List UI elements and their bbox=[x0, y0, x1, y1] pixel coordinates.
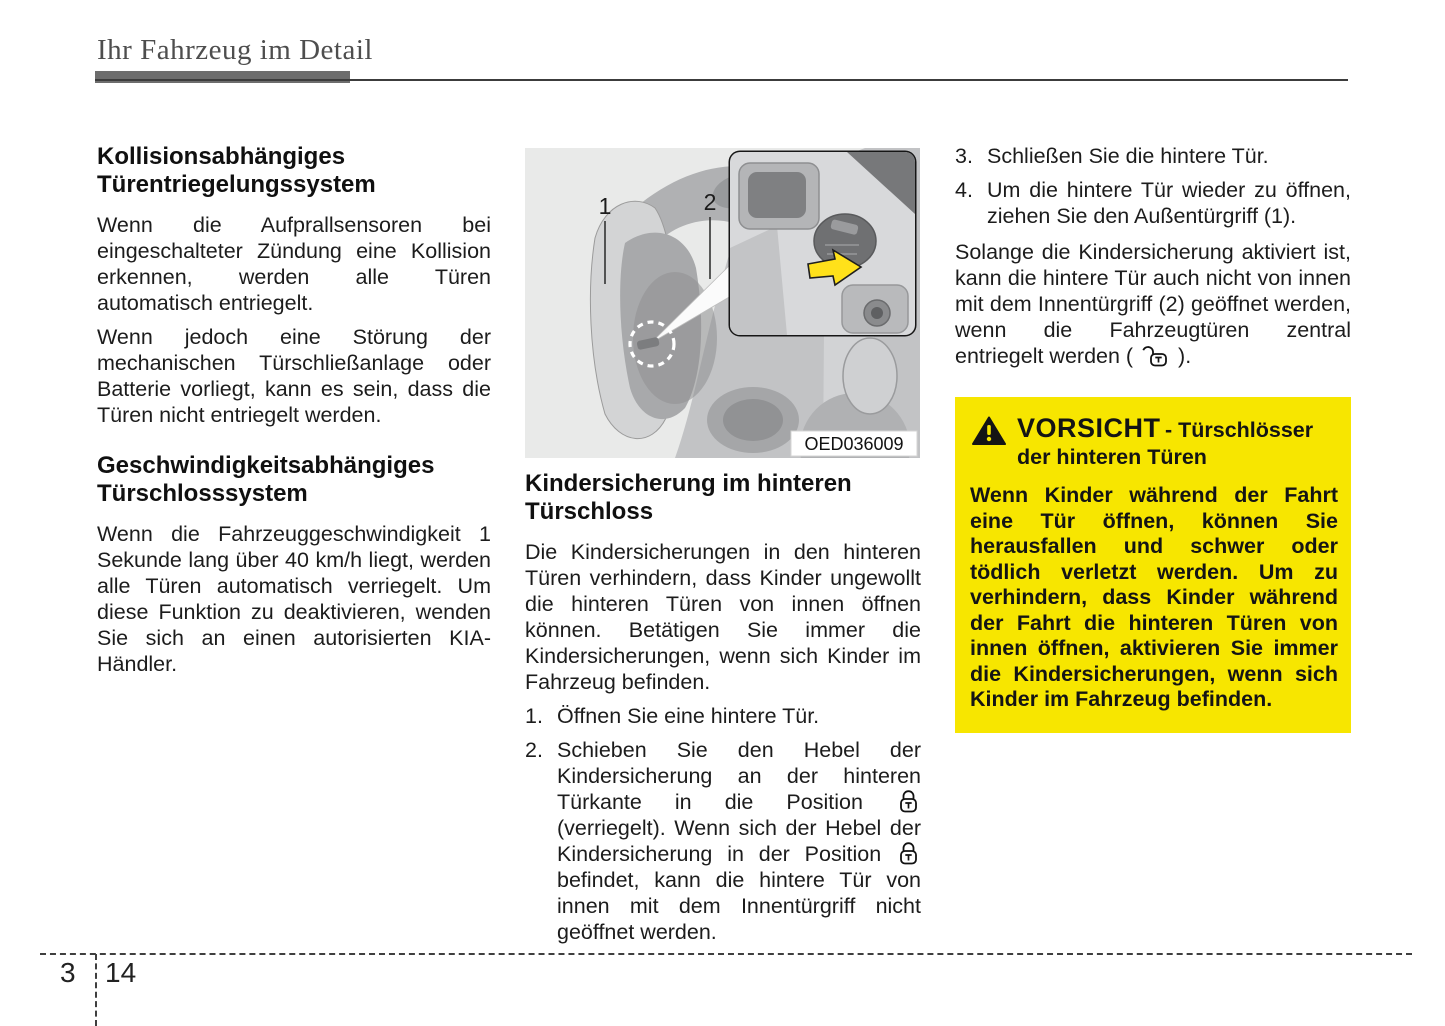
list-text: Um die hintere Tür wieder zu öffnen, ziehen Sie den Außentürgriff (1). bbox=[987, 178, 1351, 228]
warning-subtitle: - Türschlösser bbox=[1164, 418, 1314, 442]
list-item-3 bbox=[955, 143, 1351, 169]
paragraph: Die Kindersicherungen in den hinteren Türen verhindern, dass Kinder ungewollt die hinteren Türen von innen öffnen können. Betätigen Sie immer die Kindersicherungen, wenn sich Kinder im Fahrzeug befinden. bbox=[525, 540, 921, 694]
warning-title bbox=[970, 413, 1338, 471]
title-underline-rule bbox=[95, 79, 1348, 81]
column-right bbox=[955, 143, 1351, 733]
warning-body: Wenn Kinder während der Fahrt eine Tür öffnen, können Sie herausfallen und schwer oder tödlich verletzt werden. Um zu verhindern, dass Kinder während der Fahrt die hinteren Türen von innen öffnen, aktivieren Sie immer die Kindersicherungen, wenn sich Kinder im Fahrzeug befinden. bbox=[970, 483, 1338, 711]
paragraph-part: ). bbox=[1178, 344, 1192, 368]
list-text-part: Schieben Sie den Hebel der Kindersicherung an der hinteren Türkante in die Position bbox=[557, 738, 921, 814]
svg-text:2: 2 bbox=[703, 189, 717, 215]
section-heading-child-lock: Kindersicherung im hinteren Türschloss bbox=[525, 470, 852, 525]
list-text-part: befindet, kann die hintere Tür von innen mit dem Innentürgriff nicht geöffnet werden. bbox=[557, 868, 921, 944]
section-heading-speed-lock: Geschwindigkeitsabhängiges Türschlosssystem bbox=[97, 452, 435, 507]
list-text-part: (verriegelt). Wenn sich der Hebel der Kindersicherung in der Position bbox=[557, 816, 921, 866]
title-underline-bar bbox=[95, 71, 350, 83]
list-item-4 bbox=[955, 177, 1351, 229]
footer-chapter-number: 3 bbox=[60, 957, 76, 988]
lock-open-icon bbox=[1142, 343, 1169, 367]
paragraph: Wenn jedoch eine Störung der mechanischen Türschließanlage oder Batterie vorliegt, kann es sein, dass die Türen nicht entriegelt werden. bbox=[97, 325, 491, 427]
lock-closed-icon bbox=[899, 841, 918, 865]
footer-page-number: 14 bbox=[105, 957, 137, 988]
list-item-1 bbox=[525, 703, 921, 729]
svg-text:1: 1 bbox=[598, 193, 612, 219]
svg-text:OED036009: OED036009 bbox=[804, 434, 904, 454]
warning-box bbox=[955, 397, 1351, 733]
paragraph: Wenn die Fahrzeuggeschwindigkeit 1 Sekunde lang über 40 km/h liegt, werden alle Türen automatisch verriegelt. Um diese Funktion zu deaktivieren, wenden Sie sich an einen autorisierten KIA-Händler. bbox=[97, 522, 491, 676]
warning-subtitle-line2: der hinteren Türen bbox=[1017, 445, 1207, 469]
list-number: 3. bbox=[955, 144, 973, 168]
list-text: Schließen Sie die hintere Tür. bbox=[987, 144, 1269, 168]
list-item-2 bbox=[525, 737, 921, 945]
list-number: 1. bbox=[525, 704, 543, 728]
page-title: Ihr Fahrzeug im Detail bbox=[97, 34, 373, 66]
figure-rear-door-child-lock bbox=[525, 148, 920, 458]
list-text: Öffnen Sie eine hintere Tür. bbox=[557, 704, 820, 728]
list-number: 2. bbox=[525, 738, 543, 762]
paragraph-child-lock-note bbox=[955, 239, 1351, 369]
door-illustration bbox=[525, 148, 920, 458]
column-middle bbox=[525, 143, 921, 945]
footer-dashed-divider bbox=[95, 954, 97, 1026]
section-heading-collision-unlock: Kollisionsabhängiges Türentriegelungssystem bbox=[97, 143, 376, 198]
figure-code-label bbox=[791, 431, 917, 456]
inset-detail-box bbox=[730, 152, 915, 335]
warning-triangle-icon bbox=[972, 416, 1006, 446]
paragraph: Wenn die Aufprallsensoren bei eingeschalteter Zündung eine Kollision erkennen, werden alle Türen automatisch entriegelt. bbox=[97, 213, 491, 315]
column-left bbox=[97, 143, 491, 685]
paragraph-part: Solange die Kindersicherung aktiviert ist, kann die hintere Tür auch nicht von innen mit dem Innentürgriff (2) geöffnet werden, wenn die Fahrzeugtüren zentral entriegelt werden ( bbox=[955, 240, 1351, 368]
warning-keyword: VORSICHT bbox=[1017, 413, 1161, 443]
footer-dashed-rule bbox=[40, 953, 1412, 955]
list-number: 4. bbox=[955, 178, 973, 202]
lock-closed-icon bbox=[899, 789, 918, 813]
